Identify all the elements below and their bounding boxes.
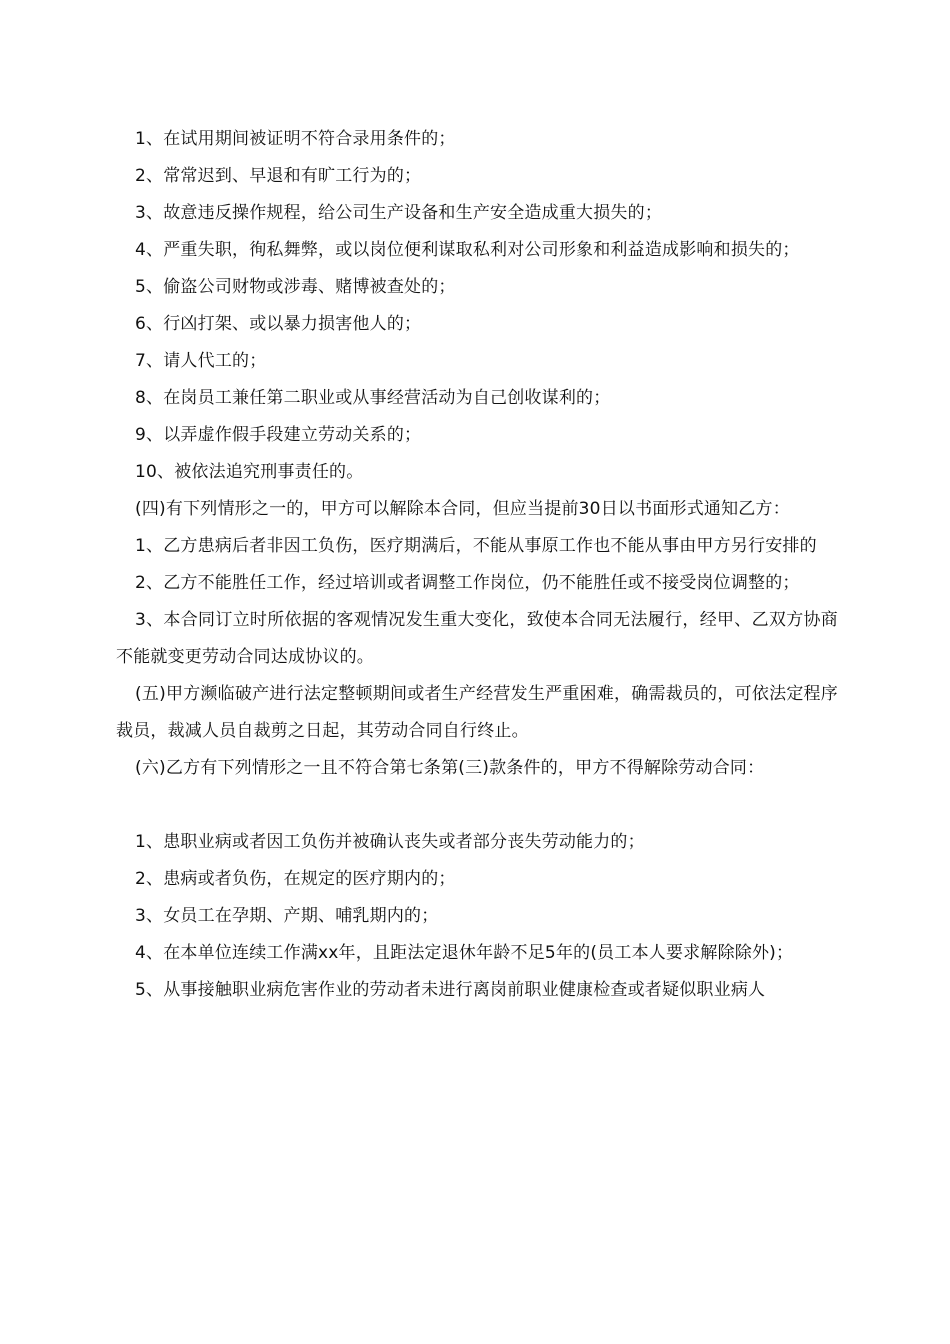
list-item: 1、患职业病或者因工负伤并被确认丧失或者部分丧失劳动能力的；: [135, 832, 645, 852]
list-item: 7、请人代工的；: [135, 351, 267, 371]
list-item: 3、故意违反操作规程，给公司生产设备和生产安全造成重大损失的；: [135, 203, 663, 223]
list-item: 3、本合同订立时所依据的客观情况发生重大变化，致使本合同无法履行，经甲、乙双方协商不能就变更劳动合同达成协议的。: [116, 610, 838, 667]
list-item: 5、从事接触职业病危害作业的劳动者未进行离岗前职业健康检查或者疑似职业病人: [135, 980, 766, 1000]
list-item: 1、在试用期间被证明不符合录用条件的；: [135, 129, 456, 149]
section-paragraph: (五)甲方濒临破产进行法定整顿期间或者生产经营发生严重困难，确需裁员的，可依法定程序裁员，裁减人员自裁剪之日起，其劳动合同自行终止。: [116, 684, 838, 741]
list-item: 4、严重失职，徇私舞弊，或以岗位便利谋取私利对公司形象和利益造成影响和损失的；: [135, 240, 800, 260]
list-item: 2、乙方不能胜任工作，经过培训或者调整工作岗位，仍不能胜任或不接受岗位调整的；: [135, 573, 800, 593]
list-item: 3、女员工在孕期、产期、哺乳期内的；: [135, 906, 439, 926]
list-item: 1、乙方患病后者非因工负伤，医疗期满后，不能从事原工作也不能从事由甲方另行安排的: [135, 536, 817, 556]
section-paragraph: (六)乙方有下列情形之一且不符合第七条第(三)款条件的，甲方不得解除劳动合同：: [135, 758, 765, 778]
list-item: 2、患病或者负伤，在规定的医疗期内的；: [135, 869, 456, 889]
document-body: [116, 121, 838, 1009]
section-paragraph: (四)有下列情形之一的，甲方可以解除本合同，但应当提前30日以书面形式通知乙方：: [135, 499, 790, 519]
list-item: 4、在本单位连续工作满xx年，且距法定退休年龄不足5年的(员工本人要求解除除外)；: [135, 943, 794, 963]
list-item: 9、以弄虚作假手段建立劳动关系的；: [135, 425, 422, 445]
list-item: 5、偷盗公司财物或涉毒、赌博被查处的；: [135, 277, 456, 297]
list-item: 2、常常迟到、早退和有旷工行为的；: [135, 166, 422, 186]
list-item: 10、被依法追究刑事责任的。: [135, 462, 364, 482]
list-item: 8、在岗员工兼任第二职业或从事经营活动为自己创收谋利的；: [135, 388, 611, 408]
blank-line: [116, 787, 838, 824]
list-item: 6、行凶打架、或以暴力损害他人的；: [135, 314, 422, 334]
